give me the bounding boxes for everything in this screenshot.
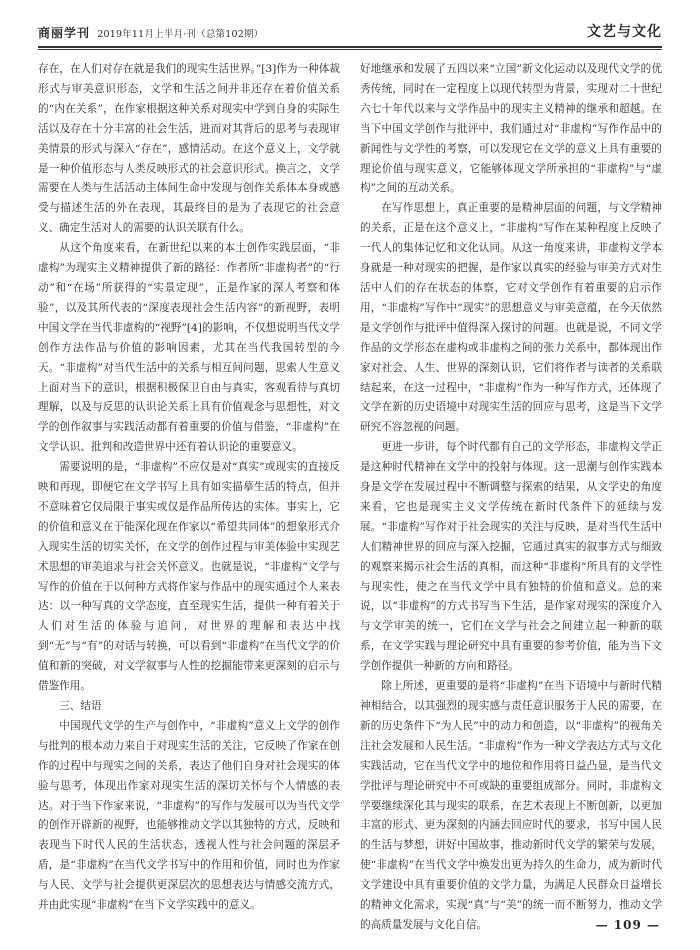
issue-info: 2019年11月上半月·刊（总第102期） bbox=[97, 29, 264, 40]
paragraph: 存在，在人们对存在就是我们的现实生活世界。”[3]作为一种体裁形式与审美意识形态，文学和生活之间并非还存在着价值关系的“内在关系”，在作家根据这种关系对现实中学到自身的实际生活以及存在十分丰富的社会生活，进而对其背后的思考与表现审美情景的形式与深入“存在”，感情活动。在这个意义上，文学就是一种价值形态与人类反映形式的社会意识形式。换言之，文学需要在人类与生活活动主体间生命中发现与创作关系体本身或感受与描述生活的外在表现，其最终目的是为了表现它的社会意义、确定生活对人的需要的认识关联有什么。 bbox=[38, 63, 340, 235]
section-heading: 三、结语 bbox=[59, 700, 102, 712]
paragraph: 从这个角度来看，在新世纪以来的本土创作实践层面，“非虚构”为现实主义精神提供了新的路径：作者所“非虚构者”的“行动”和“在场”所获得的“实景定现”，正是作家的深人考察和体验”，以及其所代表的“深度表现社会生活内容”的新视野，表明中国文学在当代非虚构的“视野”[4]的影响，不仅想说明当代文学创作方法作品与价值的影响因素，尤其在当代我国转型的今天。“非虚构”对当代生活中的关系与相互间问题，思索人生意义上面对当下的意识，根据积极保卫自由与真实，客观看待与真切理解，以及与反思的认识论关系上具有价值观念与思想性，对文学的创作叙事与实践活动都有着重要的价值与借鉴，“非虚构”在文学认识、批判和改造世界中还有着认识论的重要意义。 bbox=[38, 242, 340, 454]
page-number: — 109 — bbox=[595, 918, 660, 932]
paragraph: 在写作思想上，真正重要的是精神层面的问题，与文学精神的关系，正是在这个意义上，“非虚构”写作在某种程度上反映了一代人的集体记忆和文化认同。从这一角度来讲，非虚构文学本身就是一种对现实的把握，是作家以真实的经验与审美方式对生活中人们的存在状态的体察，它对文学创作有着重要的启示作用，“非虚构”写作中“现实”的思想意义与审美意蕴，在今天依然是文学创作与批评中值得深入探讨的问题。也就是说，不同文学作品的文学形态在虚构或非虚构之间的张力关系中，都体现出作家对社会、人生、世界的深刻认识，它们将作者与读者的关系联结起来，在这一过程中，“非虚构”作为一种写作方式，还体现了文学在新的历史语境中对现实生活的回应与思考，这是当下文学研究不容忽视的问题。 bbox=[360, 202, 662, 434]
left-column bbox=[38, 60, 340, 912]
paragraph: 好地继承和发展了五四以来“立国”新文化运动以及现代文学的优秀传统，同时在一定程度上以现代转型为背景，实现对二十世纪六七十年代以来与文学作品中的现实主义精神的继承和超越。在当下中国文学创作与批评中，我们通过对“非虚构”写作作品中的新闻性与文学性的考察，可以发现它在文学的意义上具有重要的理论价值与现实意义，它能够体现文学所承担的“非虚构”与“虚构”之间的互动关系。 bbox=[360, 63, 662, 195]
journal-masthead bbox=[38, 24, 263, 41]
paragraph: 中国现代文学的生产与创作中，“非虚构”意义上文学的创作与批判的根本动力来自于对现实生活的关注，它反映了作家在创作的过程中与现实之间的关系，表达了他们自身对社会现实的体验与思考，体现出作家对现实生活的深切关怀与个人情感的表达。对于当下作家来说，“非虚构”的写作与发展可以为当代文学的创作开辟新的视野，也能够推动文学以其独特的方式，反映和表现当下时代人民的生活状态，透视人性与社会问题的深层矛盾，是“非虚构”在当代文学书写中的作用和价值，同时也为作家与人民、文学与社会提供更深层次的思想表达与情感交流方式，并由此实现“非虚构”在当下文学实践中的意义。 bbox=[38, 719, 340, 912]
journal-logo: 商丽学刊 bbox=[38, 26, 91, 40]
paragraph: 更进一步讲，每个时代都有自己的文学形态，非虚构文学正是这种时代精神在文学中的投射与体现。这一思潮与创作实践本身是文学在发展过程中不断调整与探索的结果，从文学史的角度来看，它也是现实主义文学传统在新时代条件下的延续与发展。“非虚构”写作对于社会现实的关注与反映，是对当代生活中人们精神世界的回应与深入挖掘，它通过真实的叙事方式与细致的观察来揭示社会生活的真相，而这种“非虚构”所具有的文学性与现实性，使之在当代文学中具有独特的价值和意义。总的来说，以“非虚构”的方式书写当下生活，是作家对现实的深度介入与文学审美的统一，它们在文学与社会之间建立起一种新的联系，在文学实践与理论研究中具有重要的参考价值，能为当下文学创作提供一种新的方向和路径。 bbox=[360, 441, 662, 673]
section-title: 文艺与文化 bbox=[587, 24, 662, 40]
page-header bbox=[38, 18, 662, 44]
header-rule-thick bbox=[38, 46, 662, 48]
header-rule-thin bbox=[38, 49, 662, 50]
paragraph: 需要说明的是，“非虚构”不应仅是对“真实”或现实的直接反映和再现，即便它在文学书写上具有如实描摹生活的特点，但并不意味着它仅局限于事实或仅是作品所传达的实体。事实上，它的价值和意义在于能深化现在作家以“希望共同体”的想象形式介入现实生活的切实关怀，在文学的创作过程与审美体验中实现艺术思想的审美追求与社会关怀意义。也就是说，“非虚构”文学与写作的价值在于以何种方式将作家与作品中的现实通过个人来表达：以一种写真的文学态度，直至现实生活，提供一种有着关于人们对生活的体验与追问，对世界的理解和表达中找到“无”与“有”的对话与转换，可以看到“非虚构”在当代文学的价值和新的突破，对文学叙事与人性的挖掘能带来更深刻的启示与借鉴作用。 bbox=[38, 461, 340, 693]
paragraph: 除上所述，更重要的是将“非虚构”在当下语境中与新时代精神相结合，以其强烈的现实感与责任意识服务于人民的需要，在新的历史条件下“为人民”中的动力和创造，以“非虚构”的视角关注社会发展和人民生活。“非虚构”作为一种文学表达方式与文化实践活动，它在当代文学中的地位和作用将日益凸显，是当代文学批评与理论研究中不可或缺的重要组成部分。同时，非虚构文学要继续深化其与现实的联系，在艺术表现上不断创新，以更加丰富的形式、更为深刻的内涵去回应时代的要求，书写中国人民的生活与梦想，讲好中国故事，推动新时代文学的繁荣与发展，使“非虚构”在当代文学中焕发出更为持久的生命力，成为新时代文学建设中具有重要价值的文学力量，为满足人民群众日益增长的精神文化需求，实现“真”与“美”的统一而不断努力，推动文学的高质量发展与文化自信。 bbox=[360, 680, 662, 931]
